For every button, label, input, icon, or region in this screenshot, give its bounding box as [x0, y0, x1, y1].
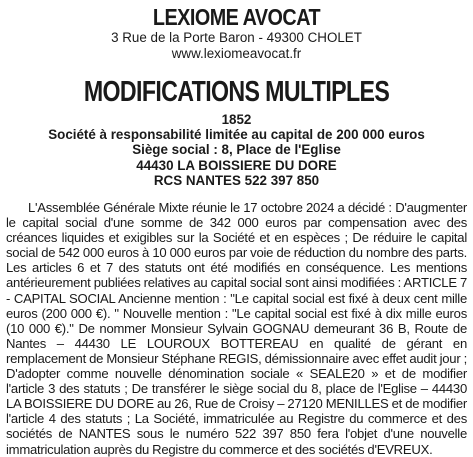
company-reference: 1852: [221, 112, 252, 127]
company-postal-city: 44430 LA BOISSIERE DU DORE: [136, 157, 337, 173]
firm-address: 3 Rue de la Porte Baron - 49300 CHOLET: [111, 30, 362, 45]
notice-title: MODIFICATIONS MULTIPLES: [83, 76, 390, 108]
company-details: [6, 112, 467, 188]
company-rcs: RCS NANTES 522 397 850: [153, 172, 320, 188]
company-registered-office: Siège social : 8, Place de l'Eglise: [132, 142, 341, 158]
firm-name: LEXIOME AVOCAT: [152, 4, 321, 30]
firm-website: www.lexiomeavocat.fr: [171, 46, 302, 61]
notice-body: L'Assemblée Générale Mixte réunie le 17 octobre 2024 a décidé : D'augmenter le capital social d'une somme de 342 000 euros par compensation avec des créances liquides et exigibles sur la Société et en espèces ; De réduire le capital social de 542 000 euros à 10 000 euros par voie de réduction du nombre des parts. Les articles 6 et 7 des statuts ont été modifiés en conséquence. Les mentions antérieurement publiées relatives au capital social sont ainsi modifiées : ARTICLE 7 - CAPITAL SOCIAL Ancienne mention : "Le capital social est fixé à deux cent mille euros (200 000 €). " Nouvelle mention : "Le capital social est fixé à dix mille euros (10 000 €)." De nommer Monsieur Sylvain GOGNAU demeurant 36 B, Route de Nantes – 44430 LE LOUROUX BOTTEREAU en qualité de gérant en remplacement de Monsieur Stéphane REGIS, démissionnaire avec effet audit jour ; D'adopter comme nouvelle dénomination sociale « SEALE20 » et de modifier l'article 3 des statuts ; De transférer le siège social du 8, place de l'Eglise – 44430 LA BOISSIERE DU DORE au 26, Rue de Croisy – 27120 MENILLES et de modifier l'article 4 des statuts ; La Société, immatriculée au Registre du commerce et des sociétés de NANTES sous le numéro 522 397 850 fera l'objet d'une nouvelle immatriculation auprès du Registre du commerce et des sociétés d'EVREUX.: [6, 200, 467, 457]
company-legal-form: Société à responsabilité limitée au capital de 200 000 euros: [48, 127, 425, 143]
